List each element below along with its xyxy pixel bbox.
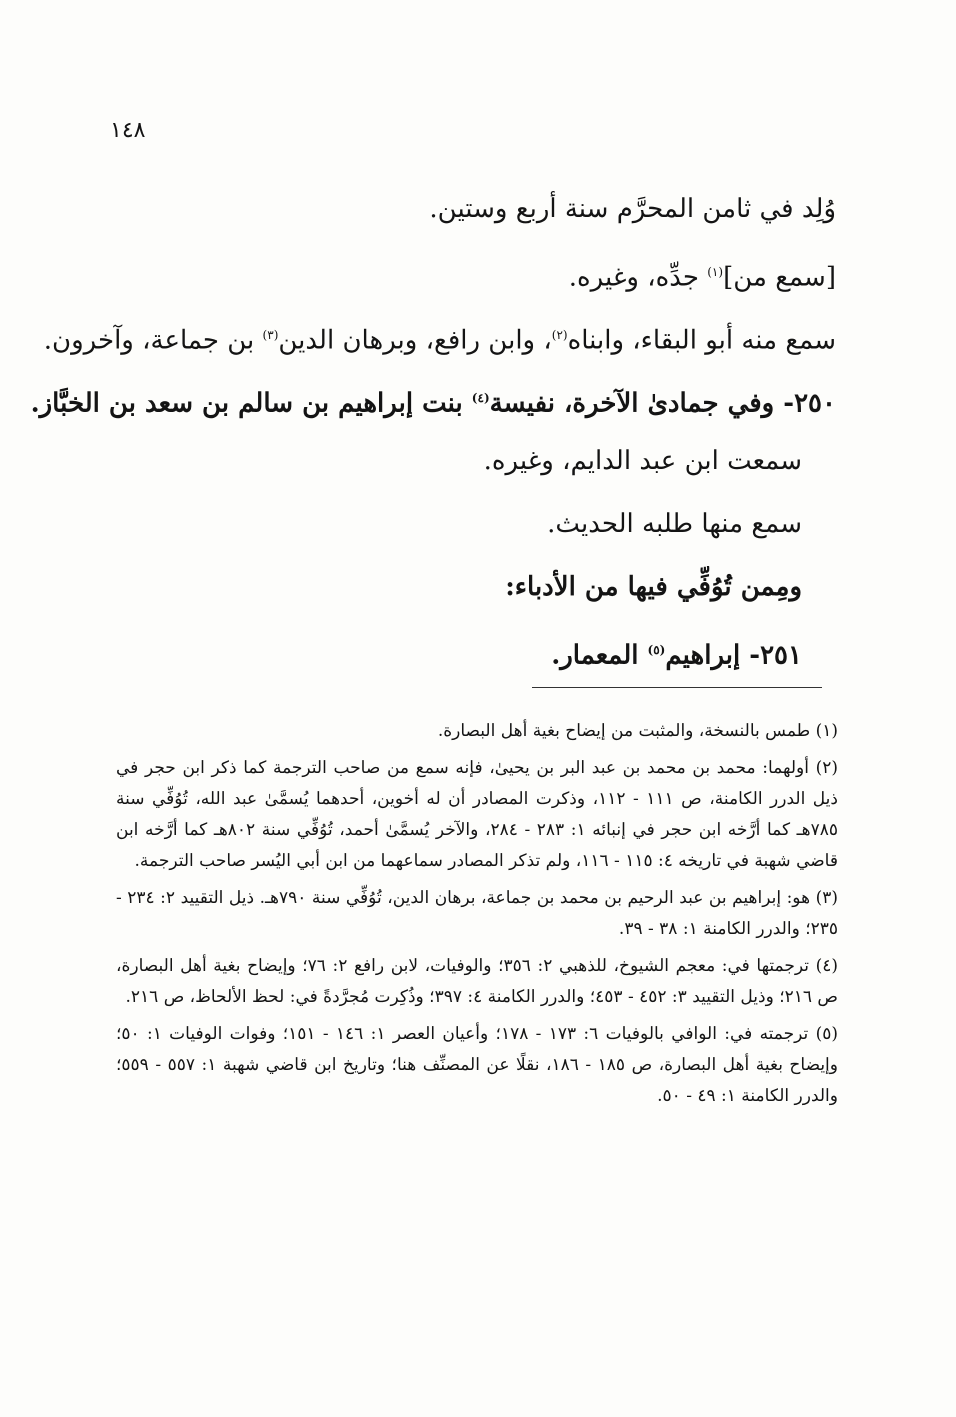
text-line-3	[43, 304, 836, 367]
entry-250-end: بنت إبراهيم بن سالم بن سعد بن الخبَّاز.	[30, 388, 472, 419]
footnote-2: (٢) أولهما: محمد بن محمد بن عبد البر بن يحيىٰ، فإنه سمع من صاحب الترجمة كما ذكر ابن حجر في ذيل الدرر الكامنة، ص ١١١ - ١١٢، وذكرت المصادر أن له أخوين، أحدهما يُسمَّىٰ عبد الله، تُوُفِّي سنة ٧٨٥هـ كما أرَّخه ابن حجر في إنبائه ١: ٢٨٣ - ٢٨٤، والآخر يُسمَّىٰ أحمد، تُوُفِّي سنة ٨٠٢هـ كما أرَّخه ابن قاضي شهبة في تاريخه ٤: ١١٥ - ١١٦، ولم تذكر المصادر سماعهما من ابن أبي اليُسر صاحب الترجمة.	[116, 758, 838, 871]
text-line-3-middle: ، وابن رافع، وبرهان الدين	[278, 325, 552, 356]
entry-251-start: ٢٥١- إبراهيم	[665, 640, 802, 671]
footnote-4: (٤) ترجمتها في: معجم الشيوخ، للذهبي ٢: ٣٥٦؛ والوفيات، لابن رافع ٢: ٧٦؛ وإيضاح بغية أهل البصارة، ص ٢١٦؛ وذيل التقييد ٣: ٤٥٢ - ٤٥٣؛ والدرر الكامنة ٤: ٣٩٧؛ وذُكِرت مُجرَّدةً في: لحظ الألحاظ، ص ٢١٦.	[116, 956, 838, 1007]
entry-251-end: المعمار.	[551, 640, 648, 671]
entry-250-start: ٢٥٠- وفي جمادىٰ الآخرة، نفيسة	[489, 388, 836, 419]
text-line-6: سمع منها طلبه الحديث.	[547, 509, 802, 539]
text-line-1: وُلِد في ثامن المحرَّم سنة أربع وستين.	[429, 194, 836, 224]
text-line-2	[116, 241, 836, 304]
footnote-ref-5: (٥)	[647, 643, 666, 657]
section-heading: ومِمن تُوُفِّي فيها من الأدباء:	[505, 572, 802, 602]
footnote-1: (١) طمس بالنسخة، والمثبت من إيضاح بغية أهل البصارة.	[437, 721, 838, 741]
text-line-3-end: بن جماعة، وآخرون.	[43, 325, 263, 356]
footnote-3: (٣) هو: إبراهيم بن عبد الرحيم بن محمد بن جماعة، برهان الدين، تُوُفِّي سنة ٧٩٠هـ. ذيل التقييد ٢: ٢٣٤ - ٢٣٥؛ والدرر الكامنة ١: ٣٨ - ٣٩.	[116, 888, 838, 939]
text-line-2-start: [سمع من]	[723, 262, 836, 293]
entry-251-heading	[116, 619, 836, 682]
text-line-5: سمعت ابن عبد الدايم، وغيره.	[483, 446, 802, 476]
main-text	[30, 178, 836, 682]
footnote-ref-4: (٤)	[471, 391, 490, 405]
entry-250-heading	[30, 367, 836, 430]
page-number: ١٤٨	[110, 118, 146, 143]
footnotes	[116, 716, 838, 1118]
footnote-ref-3: (٣)	[262, 328, 279, 342]
text-line-3-start: سمع منه أبو البقاء، وابناه	[567, 325, 836, 356]
footnote-divider	[532, 687, 822, 688]
footnote-5: (٥) ترجمته في: الوافي بالوفيات ٦: ١٧٣ - ١٧٨؛ وأعيان العصر ١: ١٤٦ - ١٥١؛ وفوات الوفيات ١: ٥٠؛ وإيضاح بغية أهل البصارة، ص ١٨٥ - ١٨٦، نقلًا عن المصنِّف هنا؛ وتاريخ ابن قاضي شهبة ١: ٥٥٧ - ٥٥٩؛ والدرر الكامنة ١: ٤٩ - ٥٠.	[116, 1024, 838, 1106]
text-line-2-end: جدِّه، وغيره.	[568, 262, 708, 293]
footnote-ref-2: (٢)	[551, 328, 568, 342]
footnote-ref-1: (١)	[707, 265, 724, 279]
